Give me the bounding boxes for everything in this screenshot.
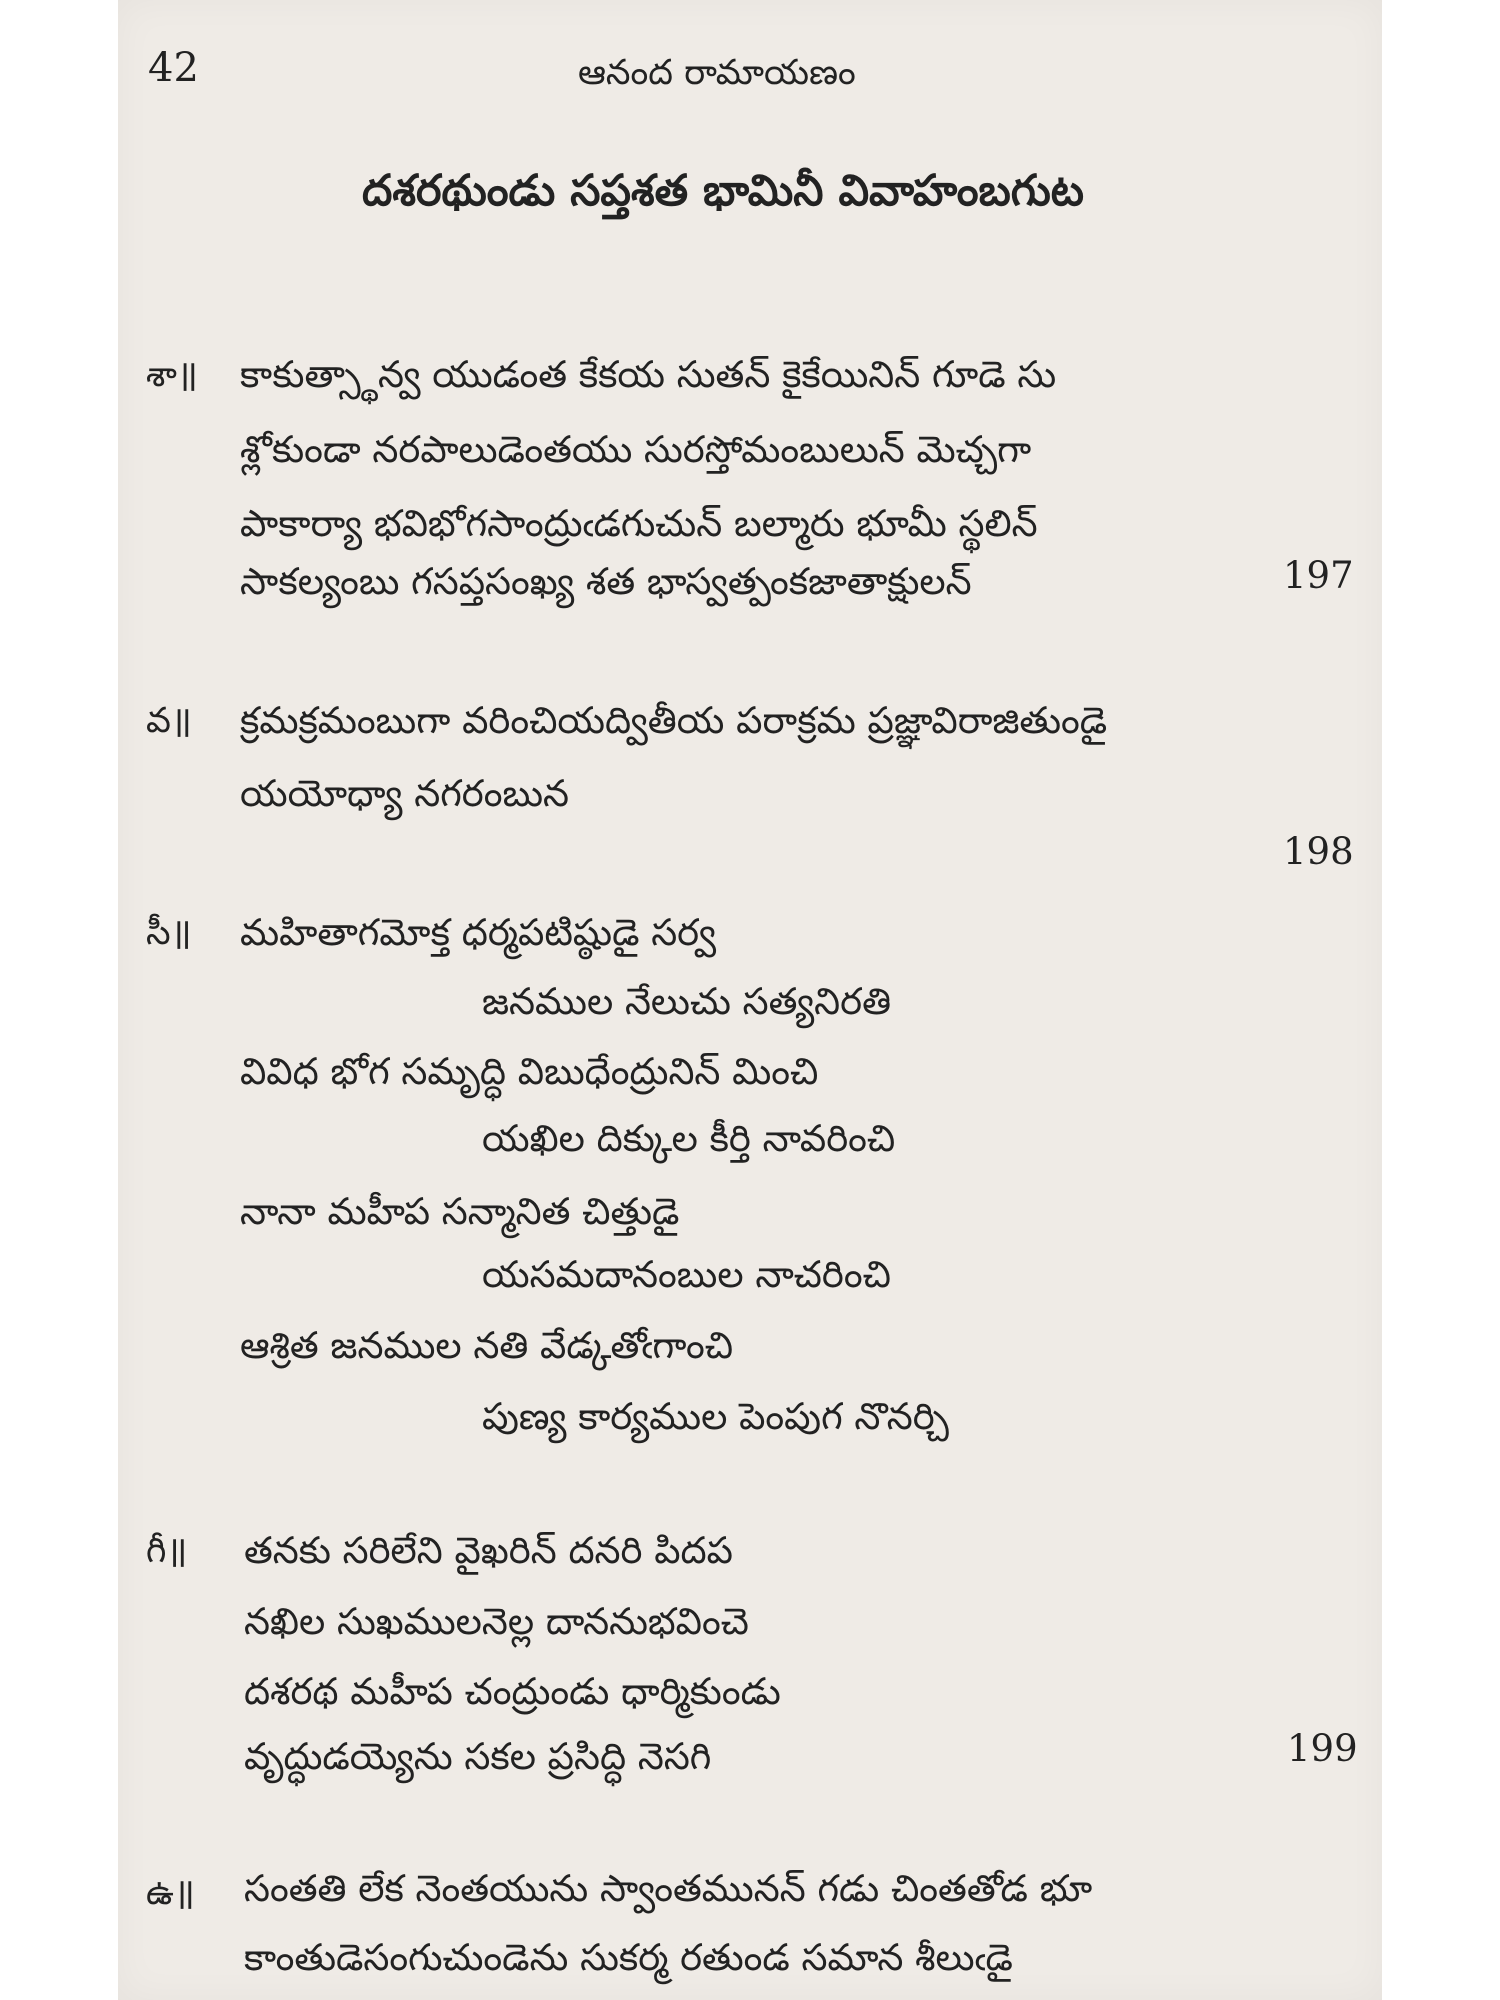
- verse-line: యసమదానంబుల నాచరించి: [482, 1253, 891, 1296]
- verse-line: సాకల్యంబు గసప్తసంఖ్య శత భాస్వత్పంకజాతాక్షులన్: [240, 560, 972, 603]
- verse-line: పుణ్య కార్యముల పెంపుగ నొనర్చి: [482, 1395, 949, 1438]
- verse-line: ఆశ్రిత జనముల నతి వేడ్కతోఁగాంచి: [240, 1324, 734, 1367]
- stanza-marker: శా॥: [146, 355, 198, 395]
- verse-line: యఖిల దిక్కుల కీర్తి నావరించి: [482, 1117, 896, 1160]
- verse-line: కాకుత్స్థాన్వ యుడంత కేకయ సుతన్ కైకేయినిన్ గూడె సు: [240, 353, 1057, 396]
- stanza-marker: ఉ॥: [146, 1873, 195, 1913]
- verse-line: తనకు సరిలేని వైఖరిన్ దనరి పిదప: [244, 1529, 733, 1572]
- stanza-marker: గీ॥: [146, 1531, 188, 1571]
- verse-line: పాకార్యా భవిభోగసాంద్రుఁడగుచున్ బల్మారు భూమీ స్థలిన్: [240, 502, 1038, 545]
- verse-line: మహితాగమోక్త ధర్మపటిష్ఠుడై సర్వ: [240, 911, 717, 954]
- verse-line: వివిధ భోగ సమృద్ధి విబుధేంద్రునిన్ మించి: [240, 1050, 819, 1093]
- verse-line: యయోధ్యా నగరంబున: [240, 772, 569, 815]
- verse-line: శ్లోకుండా నరపాలుడెంతయు సురస్తోమంబులున్ మెచ్చగా: [240, 428, 1032, 471]
- section-title: దశరథుండు సప్తశత భామినీ వివాహంబగుట: [362, 166, 1084, 216]
- running-header: ఆనంద రామాయణం: [578, 53, 856, 93]
- verse-number: 197: [1283, 554, 1354, 597]
- verse-number: 198: [1283, 830, 1354, 873]
- verse-line: కాంతుడెసంగుచుండెను సుకర్మ రతుండ సమాన శీలుఁడై: [244, 1936, 1013, 1979]
- verse-line: నానా మహీప సన్మానిత చిత్తుడై: [240, 1190, 680, 1233]
- verse-number: 199: [1287, 1727, 1358, 1770]
- page-number: 42: [148, 45, 199, 91]
- verse-line: సంతతి లేక నెంతయును స్వాంతమునన్ గడు చింతతోడ భూ: [244, 1867, 1093, 1910]
- verse-line: దశరథ మహీప చంద్రుండు ధార్మికుండు: [244, 1670, 781, 1713]
- verse-line: నఖిల సుఖములనెల్ల దాననుభవించె: [244, 1600, 749, 1643]
- verse-line: క్రమక్రమంబుగా వరించియద్వితీయ పరాక్రమ ప్రజ్ఞావిరాజితుండై: [240, 699, 1108, 742]
- stanza-marker: వ॥: [146, 701, 192, 741]
- stanza-marker: సీ॥: [146, 913, 192, 953]
- verse-line: వృద్ధుడయ్యెను సకల ప్రసిద్ధి నెసగి: [244, 1735, 712, 1778]
- verse-line: జనముల నేలుచు సత్యనిరతి: [482, 980, 892, 1023]
